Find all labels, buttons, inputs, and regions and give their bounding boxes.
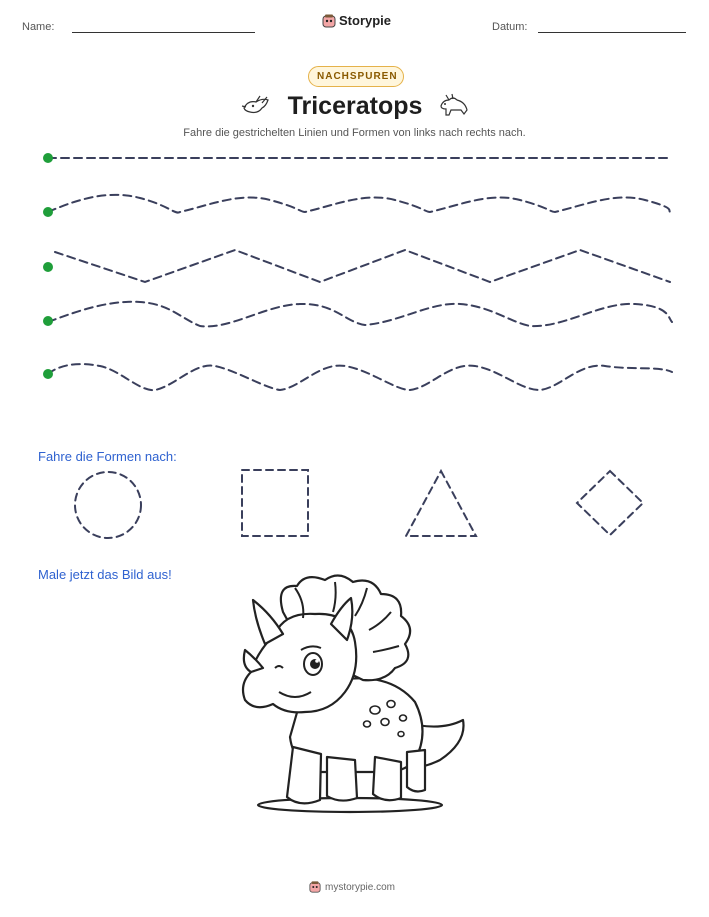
footer-url[interactable]: mystorypie.com	[325, 881, 396, 893]
start-dot	[43, 369, 53, 379]
shape-diamond	[577, 471, 643, 535]
storypie-logo-icon	[309, 881, 321, 893]
tracing-shapes	[0, 465, 709, 545]
footer	[309, 881, 395, 893]
category-badge: NACHSPUREN	[308, 66, 404, 87]
date-label: Datum:	[492, 21, 528, 33]
brand-name: Storypie	[339, 13, 392, 28]
shape-square	[242, 470, 308, 536]
shapes-heading: Fahre die Formen nach:	[38, 449, 177, 464]
start-dot	[43, 262, 53, 272]
tracing-lines	[0, 0, 709, 420]
trace-line-wave-1	[48, 195, 670, 213]
start-dot	[43, 153, 53, 163]
shape-circle	[75, 472, 141, 538]
triceratops-coloring-image	[235, 572, 475, 822]
trace-line-wave-2	[48, 302, 672, 327]
coloring-heading: Male jetzt das Bild aus!	[38, 567, 172, 582]
name-label: Name:	[22, 21, 55, 33]
start-dot	[43, 316, 53, 326]
shape-triangle	[406, 471, 476, 536]
trace-line-wave-3	[48, 364, 672, 390]
start-dot	[43, 207, 53, 217]
trace-line-zigzag	[55, 250, 670, 282]
instructions: Fahre die gestrichelten Linien und Formen von links nach rechts nach.	[183, 127, 526, 139]
page-title: Triceratops	[287, 92, 423, 120]
